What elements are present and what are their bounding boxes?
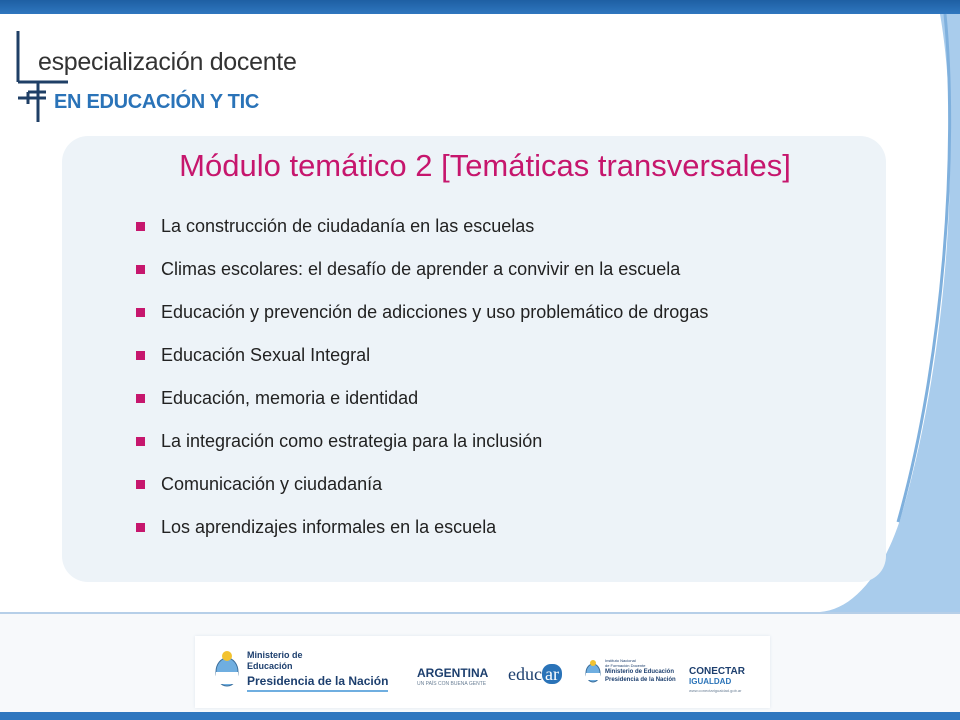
ministerio-line1: Ministerio de (247, 650, 303, 660)
list-item: Educación, memoria e identidad (134, 386, 854, 410)
list-item: La integración como estrategia para la inclusión (134, 429, 854, 453)
logo-line2: EN EDUCACIÓN Y TIC (54, 91, 260, 113)
argentina-brand: ARGENTINA (417, 666, 489, 680)
list-item: Educación y prevención de adicciones y uso problemático de drogas (134, 300, 854, 324)
argentina-coat-of-arms-icon (213, 650, 241, 690)
bullet-square-icon (136, 523, 145, 532)
footer-divider (0, 612, 960, 614)
list-item: Educación Sexual Integral (134, 343, 854, 367)
list-item: Comunicación y ciudadanía (134, 472, 854, 496)
bullet-square-icon (136, 480, 145, 489)
slide-title: Módulo temático 2 [Temáticas transversales] (179, 148, 791, 183)
bullet-square-icon (136, 351, 145, 360)
bullet-square-icon (136, 437, 145, 446)
educar-brand: educ ar (508, 664, 562, 685)
list-item: La construcción de ciudadanía en las escuelas (134, 214, 854, 238)
list-item: Climas escolares: el desafío de aprender a convivir en la escuela (134, 257, 854, 281)
conectar-url: www.conectarigualdad.gob.ar (689, 688, 742, 693)
presidencia-label: Presidencia de la Nación (247, 674, 388, 692)
infd-line1: Instituto Nacional (605, 658, 636, 663)
infd-line2: de Formación Docente (605, 663, 646, 668)
argentina-slogan: UN PAÍS CON BUENA GENTE (417, 681, 487, 687)
bullet-list (134, 214, 854, 558)
bottom-bar (0, 712, 960, 720)
argentina-coat-of-arms-icon (585, 660, 601, 684)
infd-line4: Presidencia de la Nación (605, 677, 676, 683)
program-logo (10, 26, 297, 126)
list-item: Los aprendizajes informales en la escuela (134, 515, 854, 539)
bullet-square-icon (136, 308, 145, 317)
ministerio-line2: Educación (247, 661, 293, 671)
infd-line3: Ministerio de Educación (605, 669, 675, 675)
bullet-square-icon (136, 222, 145, 231)
bullet-square-icon (136, 394, 145, 403)
logo-line1: especialización docente (38, 48, 297, 76)
conectar-brand: CONECTAR (689, 666, 745, 677)
footer-logos (195, 636, 770, 708)
conectar-igualdad: IGUALDAD (689, 677, 732, 686)
bullet-square-icon (136, 265, 145, 274)
